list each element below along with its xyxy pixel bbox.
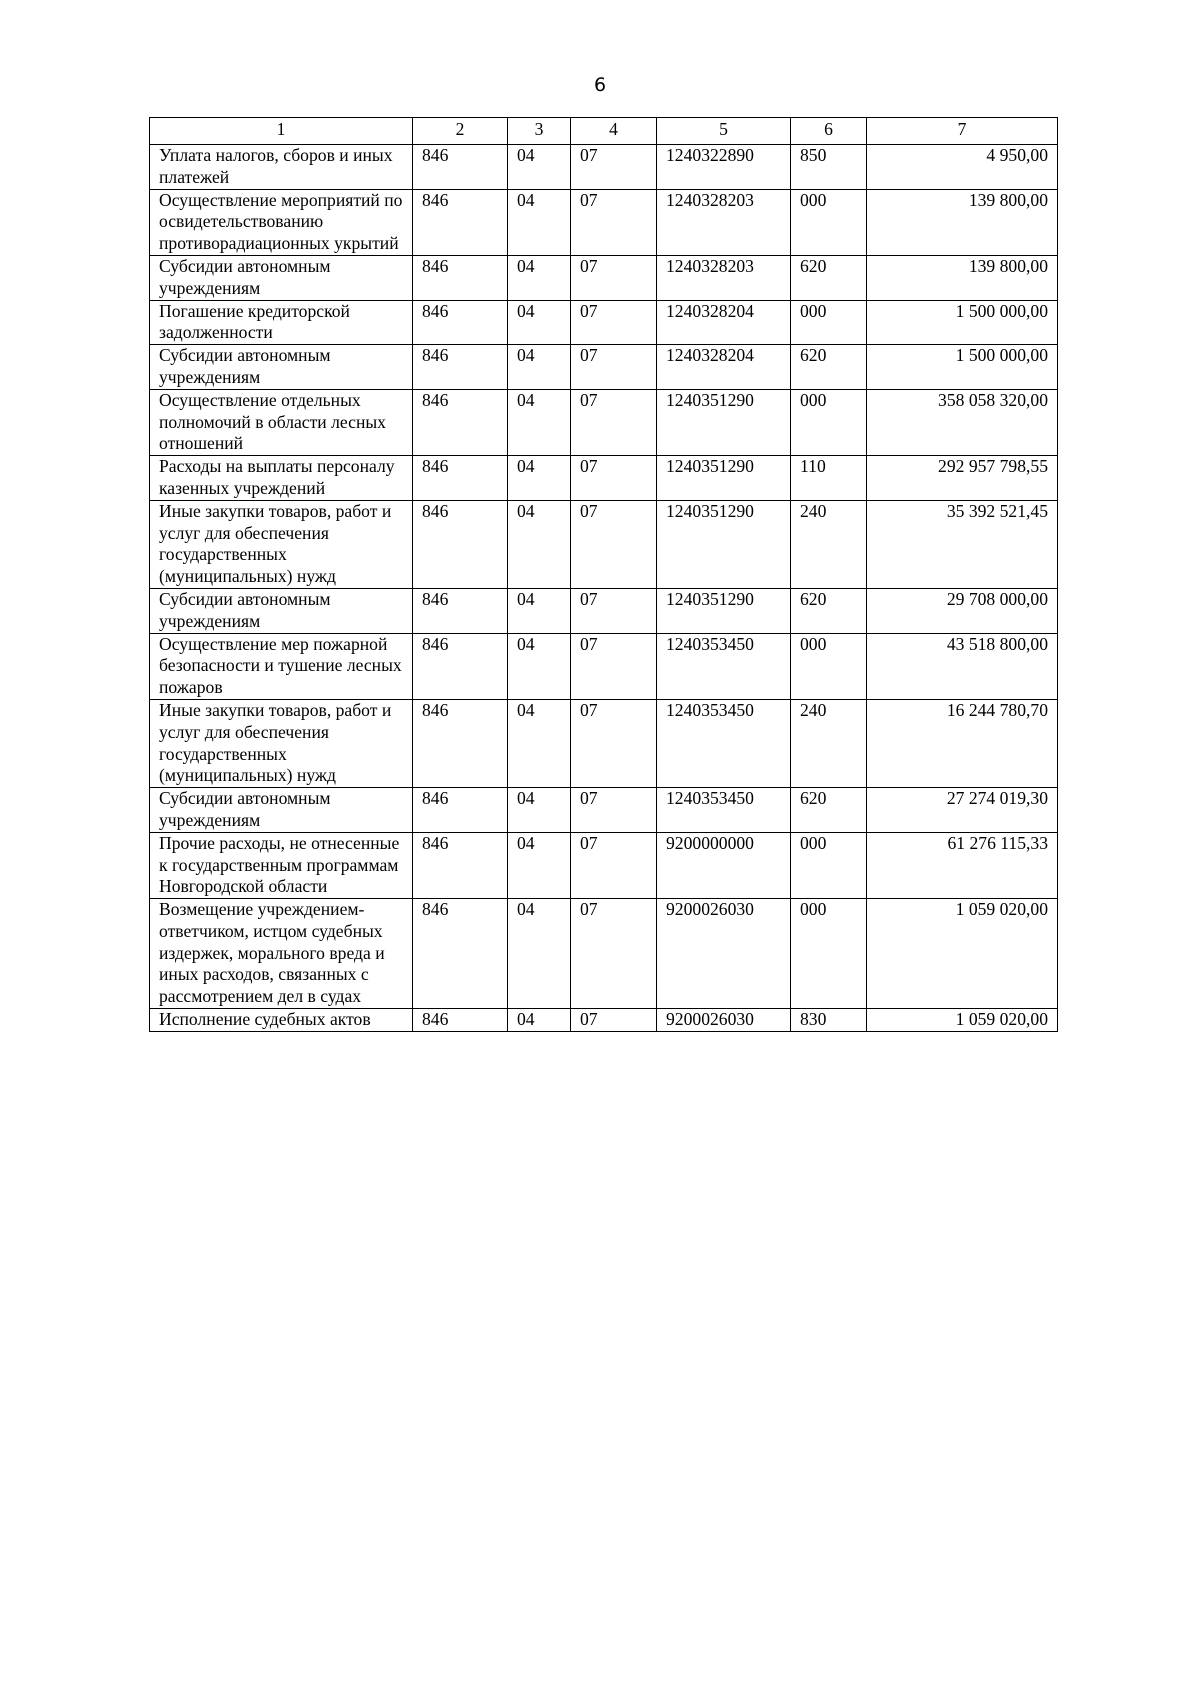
amount-cell: 1 059 020,00 xyxy=(867,1009,1058,1032)
section-code-cell: 04 xyxy=(508,345,571,390)
target-article-cell: 1240351290 xyxy=(657,456,791,501)
table-row xyxy=(150,1009,1058,1032)
amount-cell: 292 957 798,55 xyxy=(867,456,1058,501)
ministry-code-cell: 846 xyxy=(413,788,508,833)
subsection-code-cell: 07 xyxy=(571,345,657,390)
ministry-code-cell: 846 xyxy=(413,389,508,455)
amount-cell: 27 274 019,30 xyxy=(867,788,1058,833)
expense-type-cell: 240 xyxy=(791,699,867,787)
section-code-cell: 04 xyxy=(508,389,571,455)
column-header: 6 xyxy=(791,118,867,145)
amount-cell: 29 708 000,00 xyxy=(867,588,1058,633)
column-header: 5 xyxy=(657,118,791,145)
ministry-code-cell: 846 xyxy=(413,699,508,787)
budget-table xyxy=(149,117,1058,1032)
expense-type-cell: 620 xyxy=(791,345,867,390)
expense-type-cell: 240 xyxy=(791,500,867,588)
target-article-cell: 1240351290 xyxy=(657,500,791,588)
amount-cell: 1 500 000,00 xyxy=(867,300,1058,345)
section-code-cell: 04 xyxy=(508,189,571,255)
subsection-code-cell: 07 xyxy=(571,699,657,787)
subsection-code-cell: 07 xyxy=(571,788,657,833)
expense-name-cell: Уплата налогов, сборов и иных платежей xyxy=(150,145,413,190)
expense-name-cell: Осуществление мер пожарной безопасности и тушение лесных пожаров xyxy=(150,633,413,699)
expense-name-cell: Расходы на выплаты персоналу казенных учреждений xyxy=(150,456,413,501)
expense-name-cell: Иные закупки товаров, работ и услуг для обеспечения государственных (муниципальных) нужд xyxy=(150,500,413,588)
ministry-code-cell: 846 xyxy=(413,255,508,300)
subsection-code-cell: 07 xyxy=(571,633,657,699)
expense-type-cell: 830 xyxy=(791,1009,867,1032)
target-article-cell: 1240353450 xyxy=(657,788,791,833)
target-article-cell: 9200000000 xyxy=(657,832,791,898)
expense-type-cell: 000 xyxy=(791,832,867,898)
expense-type-cell: 110 xyxy=(791,456,867,501)
expense-name-cell: Субсидии автономным учреждениям xyxy=(150,345,413,390)
target-article-cell: 1240351290 xyxy=(657,389,791,455)
ministry-code-cell: 846 xyxy=(413,145,508,190)
ministry-code-cell: 846 xyxy=(413,588,508,633)
amount-cell: 16 244 780,70 xyxy=(867,699,1058,787)
expense-type-cell: 620 xyxy=(791,788,867,833)
table-row xyxy=(150,500,1058,588)
table-row xyxy=(150,456,1058,501)
expense-name-cell: Субсидии автономным учреждениям xyxy=(150,255,413,300)
target-article-cell: 9200026030 xyxy=(657,899,791,1009)
ministry-code-cell: 846 xyxy=(413,500,508,588)
subsection-code-cell: 07 xyxy=(571,899,657,1009)
subsection-code-cell: 07 xyxy=(571,500,657,588)
column-header: 2 xyxy=(413,118,508,145)
table-row xyxy=(150,588,1058,633)
amount-cell: 61 276 115,33 xyxy=(867,832,1058,898)
subsection-code-cell: 07 xyxy=(571,456,657,501)
expense-name-cell: Иные закупки товаров, работ и услуг для обеспечения государственных (муниципальных) нужд xyxy=(150,699,413,787)
subsection-code-cell: 07 xyxy=(571,588,657,633)
expense-name-cell: Субсидии автономным учреждениям xyxy=(150,588,413,633)
expense-name-cell: Осуществление отдельных полномочий в области лесных отношений xyxy=(150,389,413,455)
table-row xyxy=(150,255,1058,300)
expense-name-cell: Осуществление мероприятий по освидетельствованию противорадиационных укрытий xyxy=(150,189,413,255)
amount-cell: 358 058 320,00 xyxy=(867,389,1058,455)
expense-name-cell: Возмещение учреждением-ответчиком, истцом судебных издержек, морального вреда и иных расходов, связанных с рассмотрением дел в судах xyxy=(150,899,413,1009)
subsection-code-cell: 07 xyxy=(571,255,657,300)
expense-name-cell: Прочие расходы, не отнесенные к государственным программам Новгородской области xyxy=(150,832,413,898)
amount-cell: 4 950,00 xyxy=(867,145,1058,190)
ministry-code-cell: 846 xyxy=(413,189,508,255)
column-header: 4 xyxy=(571,118,657,145)
target-article-cell: 9200026030 xyxy=(657,1009,791,1032)
table-row xyxy=(150,699,1058,787)
ministry-code-cell: 846 xyxy=(413,899,508,1009)
ministry-code-cell: 846 xyxy=(413,633,508,699)
amount-cell: 35 392 521,45 xyxy=(867,500,1058,588)
page-number: 6 xyxy=(593,74,607,96)
target-article-cell: 1240328204 xyxy=(657,345,791,390)
subsection-code-cell: 07 xyxy=(571,389,657,455)
section-code-cell: 04 xyxy=(508,145,571,190)
subsection-code-cell: 07 xyxy=(571,300,657,345)
target-article-cell: 1240328203 xyxy=(657,255,791,300)
section-code-cell: 04 xyxy=(508,300,571,345)
expense-type-cell: 000 xyxy=(791,389,867,455)
section-code-cell: 04 xyxy=(508,832,571,898)
expense-type-cell: 000 xyxy=(791,189,867,255)
table-row xyxy=(150,832,1058,898)
table-row xyxy=(150,633,1058,699)
target-article-cell: 1240322890 xyxy=(657,145,791,190)
target-article-cell: 1240328203 xyxy=(657,189,791,255)
table-row xyxy=(150,145,1058,190)
target-article-cell: 1240353450 xyxy=(657,699,791,787)
column-header: 1 xyxy=(150,118,413,145)
table-row xyxy=(150,189,1058,255)
subsection-code-cell: 07 xyxy=(571,145,657,190)
table-row xyxy=(150,389,1058,455)
expense-type-cell: 620 xyxy=(791,255,867,300)
amount-cell: 43 518 800,00 xyxy=(867,633,1058,699)
expense-type-cell: 850 xyxy=(791,145,867,190)
table-body xyxy=(150,118,1058,1032)
section-code-cell: 04 xyxy=(508,699,571,787)
subsection-code-cell: 07 xyxy=(571,189,657,255)
table-row xyxy=(150,345,1058,390)
section-code-cell: 04 xyxy=(508,588,571,633)
amount-cell: 139 800,00 xyxy=(867,189,1058,255)
expense-name-cell: Субсидии автономным учреждениям xyxy=(150,788,413,833)
expense-name-cell: Погашение кредиторской задолженности xyxy=(150,300,413,345)
ministry-code-cell: 846 xyxy=(413,345,508,390)
amount-cell: 139 800,00 xyxy=(867,255,1058,300)
expense-type-cell: 000 xyxy=(791,300,867,345)
ministry-code-cell: 846 xyxy=(413,300,508,345)
table-row xyxy=(150,300,1058,345)
section-code-cell: 04 xyxy=(508,255,571,300)
expense-type-cell: 620 xyxy=(791,588,867,633)
column-header: 3 xyxy=(508,118,571,145)
section-code-cell: 04 xyxy=(508,633,571,699)
section-code-cell: 04 xyxy=(508,456,571,501)
expense-type-cell: 000 xyxy=(791,899,867,1009)
subsection-code-cell: 07 xyxy=(571,832,657,898)
ministry-code-cell: 846 xyxy=(413,456,508,501)
section-code-cell: 04 xyxy=(508,1009,571,1032)
target-article-cell: 1240328204 xyxy=(657,300,791,345)
table-row xyxy=(150,788,1058,833)
table-header-row xyxy=(150,118,1058,145)
section-code-cell: 04 xyxy=(508,788,571,833)
section-code-cell: 04 xyxy=(508,899,571,1009)
target-article-cell: 1240351290 xyxy=(657,588,791,633)
ministry-code-cell: 846 xyxy=(413,1009,508,1032)
expense-name-cell: Исполнение судебных актов xyxy=(150,1009,413,1032)
amount-cell: 1 500 000,00 xyxy=(867,345,1058,390)
expense-type-cell: 000 xyxy=(791,633,867,699)
ministry-code-cell: 846 xyxy=(413,832,508,898)
table-row xyxy=(150,899,1058,1009)
target-article-cell: 1240353450 xyxy=(657,633,791,699)
subsection-code-cell: 07 xyxy=(571,1009,657,1032)
amount-cell: 1 059 020,00 xyxy=(867,899,1058,1009)
section-code-cell: 04 xyxy=(508,500,571,588)
column-header: 7 xyxy=(867,118,1058,145)
